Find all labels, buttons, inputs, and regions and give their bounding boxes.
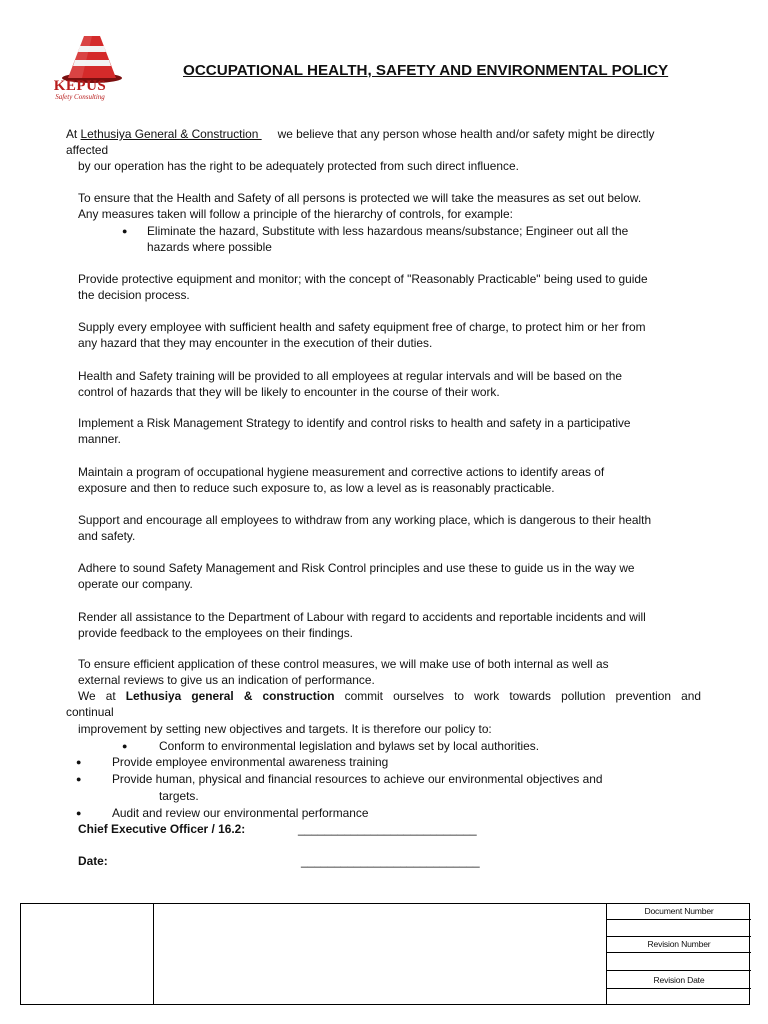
commitment-company: Lethusiya general & construction xyxy=(125,689,335,703)
policy-paragraph-2-line-2: any hazard that they may encounter in the execution of their duties. xyxy=(78,336,433,350)
document-control-fields xyxy=(606,904,751,1004)
revision-date-value xyxy=(607,989,751,1004)
document-number-row xyxy=(607,904,751,920)
policy-paragraph-8-line-2: provide feedback to the employees on their findings. xyxy=(78,626,353,640)
date-label: Date: xyxy=(78,854,108,868)
document-number-value xyxy=(607,920,751,937)
env-bullet-3-continued: targets. xyxy=(159,789,199,803)
policy-paragraph-7-line-1: Adhere to sound Safety Management and Risk Control principles and use these to guide us in the way we xyxy=(78,561,635,575)
commitment-line-2: continual xyxy=(66,705,114,719)
revision-number-label: Revision Number xyxy=(647,939,711,949)
hierarchy-line-2: hazards where possible xyxy=(147,240,272,254)
commitment-line-1 xyxy=(78,688,701,704)
policy-paragraph-2-line-1: Supply every employee with sufficient health and safety equipment free of charge, to protect him or her from xyxy=(78,320,646,334)
env-bullet-3: Provide human, physical and financial resources to achieve our environmental objectives and xyxy=(112,772,603,786)
policy-paragraph-5-line-2: exposure and then to reduce such exposure to, as low a level as is reasonably practicable. xyxy=(78,481,555,495)
date-signature-line: ___________________________ xyxy=(301,854,480,868)
hierarchy-line-1: Eliminate the hazard, Substitute with less hazardous means/substance; Engineer out all the xyxy=(147,224,629,238)
revision-date-row xyxy=(607,971,751,989)
bullet-icon: ● xyxy=(122,741,128,751)
document-control-table xyxy=(20,903,750,1005)
policy-paragraph-9-line-1: To ensure efficient application of these control measures, we will make use of both internal as well as xyxy=(78,657,609,671)
policy-paragraph-9-line-2: external reviews to give us an indication of performance. xyxy=(78,673,375,687)
intro-line-2: affected xyxy=(66,143,109,157)
policy-paragraph-6-line-1: Support and encourage all employees to withdraw from any working place, which is dangerous to their health xyxy=(78,513,652,527)
policy-paragraph-1-line-2: the decision process. xyxy=(78,288,190,302)
logo-wordmark: KEPUS xyxy=(53,78,107,94)
policy-paragraph-1-line-1: Provide protective equipment and monitor; with the concept of "Reasonably Practicable" being used to guide xyxy=(78,272,648,286)
bullet-icon: ● xyxy=(76,774,82,784)
measures-line-2: Any measures taken will follow a principle of the hierarchy of controls, for example: xyxy=(78,207,513,221)
bullet-icon: ● xyxy=(76,757,82,767)
page-title: OCCUPATIONAL HEALTH, SAFETY AND ENVIRONMENTAL POLICY xyxy=(183,62,669,79)
policy-paragraph-7-line-2: operate our company. xyxy=(78,577,193,591)
policy-paragraph-8-line-1: Render all assistance to the Department of Labour with regard to accidents and reportable incidents and will xyxy=(78,610,646,624)
policy-paragraph-6-line-2: and safety. xyxy=(78,529,136,543)
intro-prefix: At xyxy=(66,127,81,141)
ceo-signature-line: ___________________________ xyxy=(298,822,477,836)
document-control-logo-cell xyxy=(21,904,154,1004)
revision-date-label: Revision Date xyxy=(653,975,705,985)
policy-paragraph-3-line-2: control of hazards that they will be likely to encounter in the course of their work. xyxy=(78,385,500,399)
document-number-label: Document Number xyxy=(644,906,714,916)
ceo-label: Chief Executive Officer / 16.2: xyxy=(78,822,246,836)
revision-number-row xyxy=(607,937,751,953)
intro-line-1-rest: we believe that any person whose health and/or safety might be directly xyxy=(277,127,655,141)
commitment-line-3: improvement by setting new objectives and targets. It is therefore our policy to: xyxy=(78,722,492,736)
commitment-prefix: We at xyxy=(78,689,126,703)
bullet-icon: ● xyxy=(76,808,82,818)
policy-paragraph-4-line-1: Implement a Risk Management Strategy to identify and control risks to health and safety in a participative xyxy=(78,416,631,430)
env-bullet-1: Conform to environmental legislation and bylaws set by local authorities. xyxy=(159,739,540,753)
env-bullet-4: Audit and review our environmental performance xyxy=(112,806,369,820)
logo-tagline: Safety Consulting xyxy=(55,93,105,101)
commitment-line-1-rest: commit ourselves to work towards pollution prevention and xyxy=(334,689,701,703)
intro-line-1 xyxy=(66,126,654,142)
revision-number-value xyxy=(607,953,751,971)
policy-paragraph-5-line-1: Maintain a program of occupational hygiene measurement and corrective actions to identify areas of xyxy=(78,465,605,479)
measures-line-1: To ensure that the Health and Safety of all persons is protected we will take the measures as set out below. xyxy=(78,191,642,205)
intro-line-3: by our operation has the right to be adequately protected from such direct influence. xyxy=(78,159,519,173)
bullet-icon: ● xyxy=(122,226,128,236)
policy-paragraph-3-line-1: Health and Safety training will be provided to all employees at regular intervals and will be based on the xyxy=(78,369,622,383)
env-bullet-2: Provide employee environmental awareness training xyxy=(112,755,389,769)
policy-paragraph-4-line-2: manner. xyxy=(78,432,121,446)
company-name: Lethusiya General & Construction xyxy=(80,127,262,141)
